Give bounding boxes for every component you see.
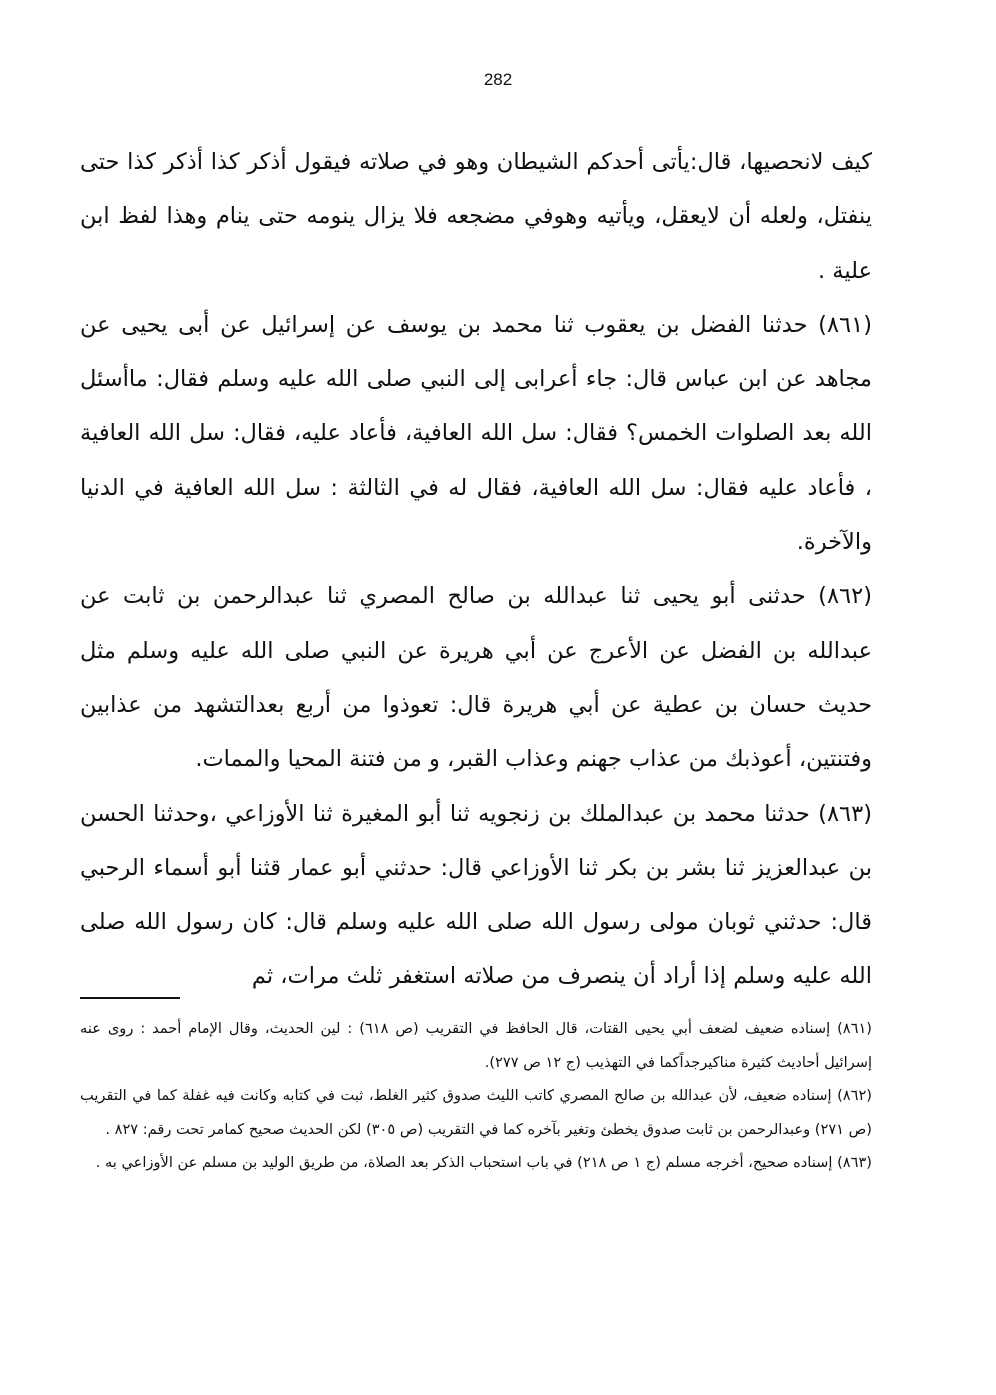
- paragraph-continuation: كيف لانحصيها، قال:يأتى أحدكم الشيطان وهو في صلاته فيقول أذكر كذا أذكر كذا حتى ينفتل، ولعله أن لايعقل، ويأتيه وهوفي مضجعه فلا يزال ينومه حتى ينام وهذا لفظ ابن علية .: [80, 149, 872, 284]
- footnotes: [80, 1012, 872, 1180]
- hadith-861: (٨٦١) حدثنا الفضل بن يعقوب ثنا محمد بن يوسف عن إسرائيل عن أبى يحيى عن مجاهد عن ابن عباس قال: جاء أعرابى إلى النبي صلى الله عليه وسلم فقال: ماأسئل الله بعد الصلوات الخمس؟ فقال: سل الله العافية، فأعاد عليه، فقال: سل الله العافية ، فأعاد عليه فقال: سل الله العافية، فقال له في الثالثة : سل الله العافية في الدنيا والآخرة.: [80, 311, 872, 556]
- footnote-862: (٨٦٢) إسناده ضعيف، لأن عبدالله بن صالح المصري كاتب الليث صدوق كثير الغلط، ثبت في كتابه وكانت فيه غفلة كما في التقريب (ص ٢٧١) وعبدالرحمن بن ثابت صدوق يخطئ وتغير بآخره كما في التقريب (ص ٣٠٥) لكن الحديث صحيح كمامر تحت رقم: ٨٢٧ .: [80, 1087, 872, 1138]
- main-text: [80, 135, 872, 1004]
- footnote-863: (٨٦٣) إسناده صحيح، أخرجه مسلم (ج ١ ص ٢١٨) في باب استحباب الذكر بعد الصلاة، من طريق الوليد بن مسلم عن الأوزاعي به .: [95, 1154, 872, 1171]
- hadith-863: (٨٦٣) حدثنا محمد بن عبدالملك بن زنجويه ثنا أبو المغيرة ثنا الأوزاعي ،وحدثنا الحسن بن عبدالعزيز ثنا بشر بن بكر ثنا الأوزاعي قال: حدثني أبو عمار قثنا أبو أسماء الرحبي قال: حدثني ثوبان مولى رسول الله صلى الله عليه وسلم قال: كان رسول الله صلى الله عليه وسلم إذا أراد أن ينصرف من صلاته استغفر ثلث مرات، ثم: [80, 800, 872, 990]
- hadith-862: (٨٦٢) حدثنى أبو يحيى ثنا عبدالله بن صالح المصري ثنا عبدالرحمن بن ثابت عن عبدالله بن الفضل عن الأعرج عن أبي هريرة عن النبي صلى الله عليه وسلم مثل حديث حسان بن عطية عن أبي هريرة قال: تعوذوا من أربع بعدالتشهد من عذابين وفتنتين، أعوذبك من عذاب جهنم وعذاب القبر، و من فتنة المحيا والممات.: [80, 583, 872, 773]
- page-number: 282: [483, 70, 513, 89]
- footnote-861: (٨٦١) إسناده ضعيف لضعف أبي يحيى القتات، قال الحافظ في التقريب (ص ٦١٨) : لين الحديث، وقال الإمام أحمد : روى عنه إسرائيل أحاديث كثيرة مناكيرجداًكما في التهذيب (ج ١٢ ص ٢٧٧).: [80, 1020, 872, 1071]
- footnote-divider: [80, 997, 180, 999]
